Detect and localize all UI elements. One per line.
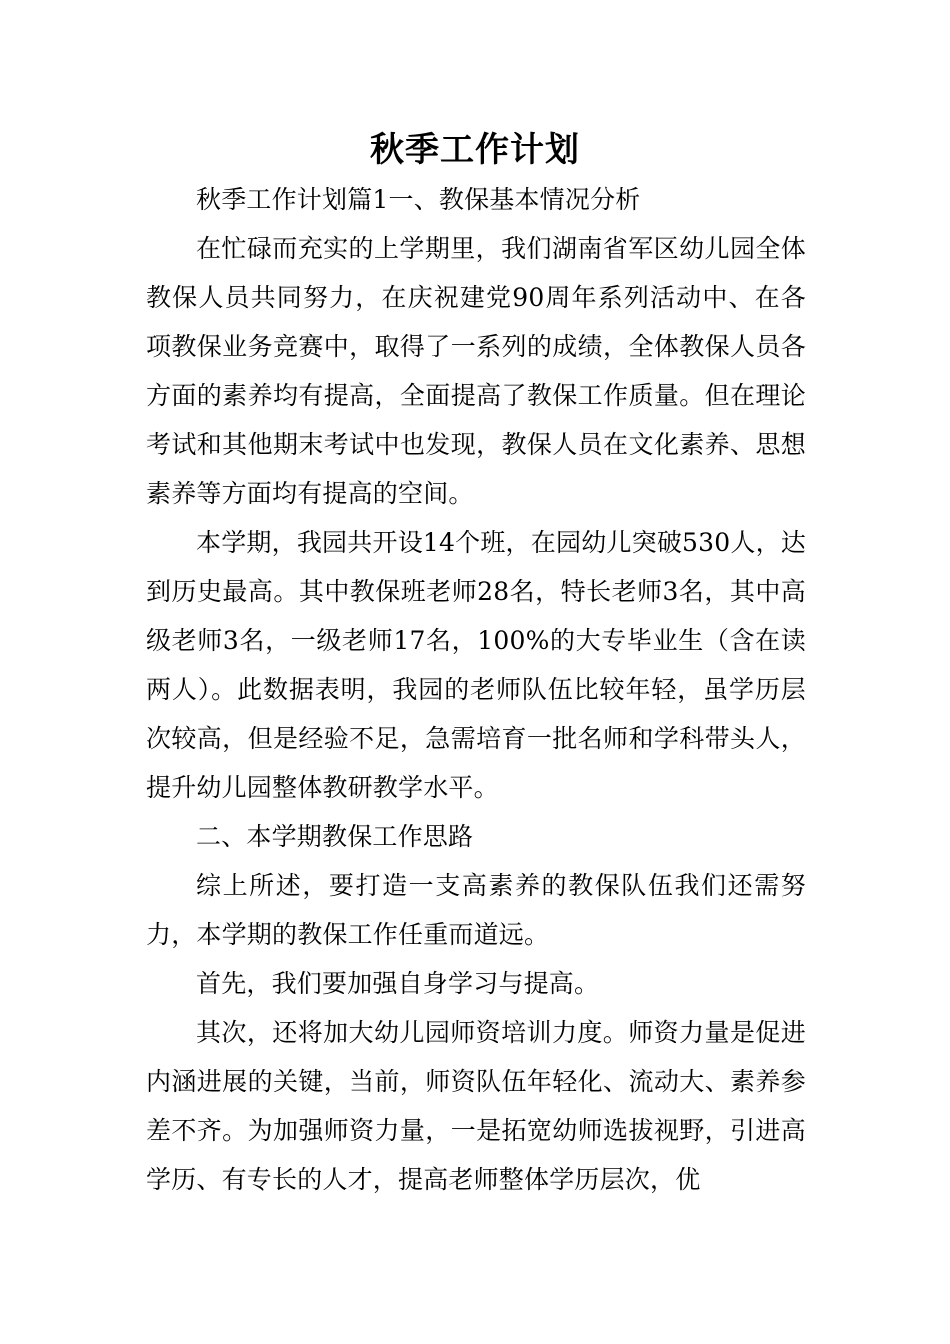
- paragraph-summary: 综上所述，要打造一支高素养的教保队伍我们还需努力，本学期的教保工作任重而道远。: [146, 871, 806, 949]
- section-heading-2: 二、本学期教保工作思路: [196, 822, 474, 851]
- paragraph-first: 首先，我们要加强自身学习与提高。: [196, 969, 600, 998]
- paragraph-situation-analysis: 在忙碌而充实的上学期里，我们湖南省军区幼儿园全体教保人员共同努力，在庆祝建党90周年系列活动中、在各项教保业务竞赛中，取得了一系列的成绩，全体教保人员各方面的素养均有提高，全面提高了教保工作质量。但在理论考试和其他期末考试中也发现，教保人员在文化素养、思想素养等方面均有提高的空间。: [146, 234, 806, 508]
- document-body: [146, 175, 806, 1204]
- paragraph-staff-statistics: 本学期，我园共开设14个班，在园幼儿突破530人，达到历史最高。其中教保班老师28名，特长老师3名，其中高级老师3名，一级老师17名，100%的大专毕业生（含在读两人）。此数据表明，我园的老师队伍比较年轻，虽学历层次较高，但是经验不足，急需培育一批名师和学科带头人，提升幼儿园整体教研教学水平。: [146, 528, 806, 802]
- paragraph-second: 其次，还将加大幼儿园师资培训力度。师资力量是促进内涵进展的关键，当前，师资队伍年轻化、流动大、素养参差不齐。为加强师资力量，一是拓宽幼师选拔视野，引进高学历、有专长的人才，提高老师整体学历层次，优: [146, 1018, 806, 1194]
- document-title: 秋季工作计划: [370, 130, 580, 170]
- section-heading-1: 秋季工作计划篇1一、教保基本情况分析: [196, 185, 641, 214]
